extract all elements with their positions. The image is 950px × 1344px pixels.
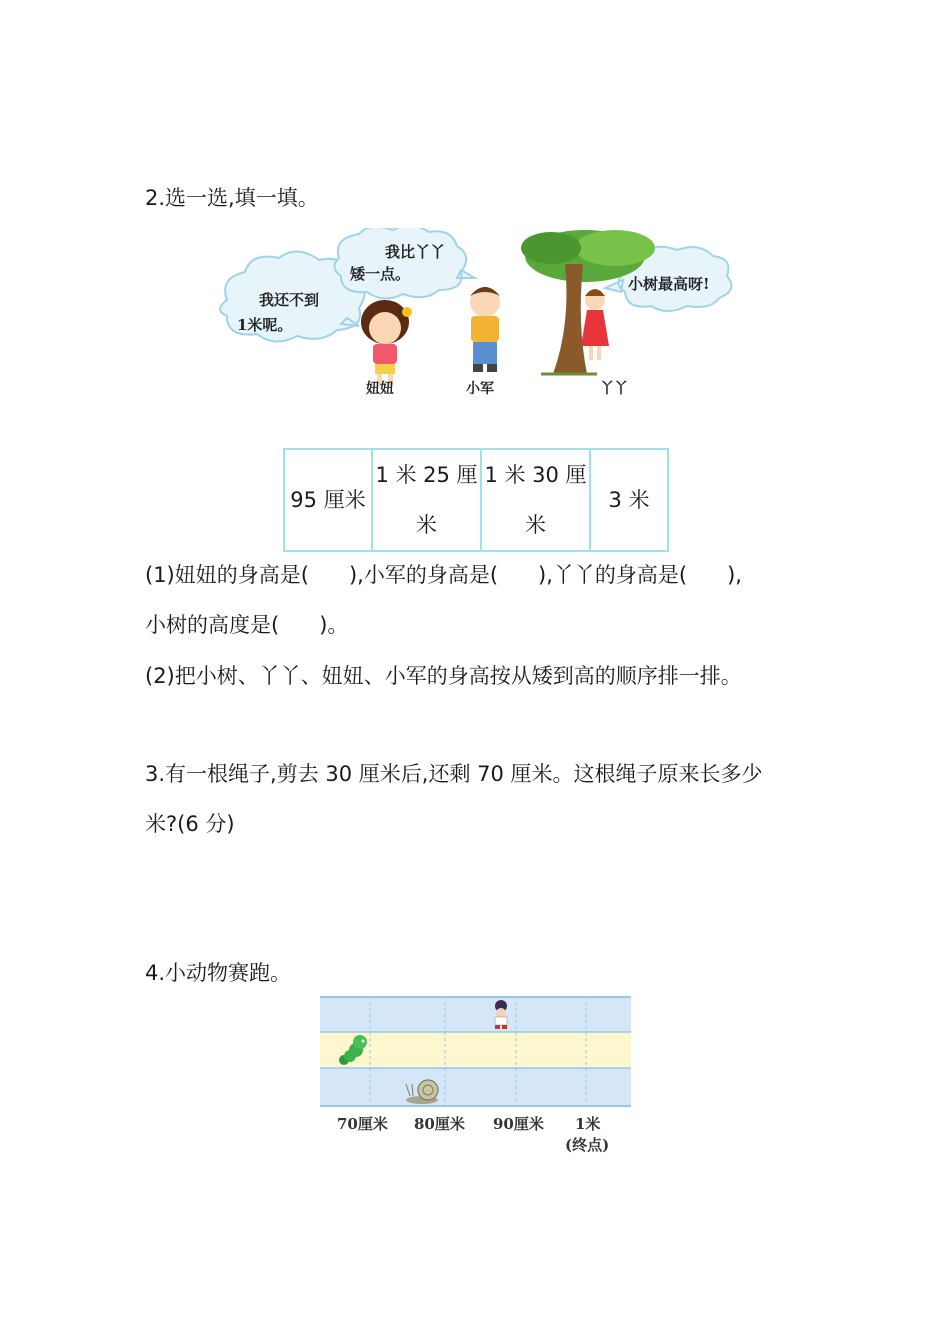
name-yaya: 丫丫 xyxy=(600,381,628,397)
q2-sub1-line2-text-a: 小树的高度是( xyxy=(145,613,280,637)
q2-sub1-text-c: ),丫丫的身高是( xyxy=(538,563,688,587)
option-text: 米 xyxy=(525,513,546,537)
option-cell xyxy=(590,449,668,551)
name-xiaojun: 小军 xyxy=(466,381,494,397)
height-options-table xyxy=(283,448,669,552)
option-cell xyxy=(481,449,590,551)
axis-label-80cm: 80厘米 xyxy=(414,1115,465,1133)
q2-sub2: (2)把小树、丫丫、妞妞、小军的身高按从矮到高的顺序排一排。 xyxy=(145,664,742,688)
niuniu-figure xyxy=(361,300,412,386)
q2-sub1-line1 xyxy=(145,561,742,589)
q2-title: 2.选一选,填一填。 xyxy=(145,186,319,210)
option-text: 1 米 25 厘 xyxy=(375,463,478,487)
option-cell xyxy=(372,449,481,551)
q2-sub1-text-d: ), xyxy=(727,563,742,587)
axis-label-90cm: 90厘米 xyxy=(493,1115,544,1133)
q2-sub1-line2-text-b: )。 xyxy=(319,613,349,637)
xiaojun-figure xyxy=(470,287,500,372)
q2-sub1-text-a: (1)妞妞的身高是( xyxy=(145,563,309,587)
axis-label-finish: (终点) xyxy=(565,1136,610,1154)
yaya-figure xyxy=(581,289,609,360)
yaya-bubble-text: 小树最高呀! xyxy=(628,275,710,293)
q2-illustration xyxy=(215,228,735,403)
race-track xyxy=(320,996,631,1108)
option-cell xyxy=(284,449,372,551)
niuniu-bubble-text-1: 我还不到 xyxy=(259,291,320,309)
option-text: 3 米 xyxy=(608,488,650,512)
lane-top xyxy=(320,997,631,1032)
option-text: 1 米 30 厘 xyxy=(484,463,587,487)
children-and-tree-picture xyxy=(215,228,735,403)
name-niuniu: 妞妞 xyxy=(366,381,394,397)
runner-animal xyxy=(495,1000,507,1029)
option-text: 米 xyxy=(416,513,437,537)
q2-sub1-line2 xyxy=(145,611,348,639)
lane-middle xyxy=(320,1032,631,1068)
lane-bottom xyxy=(320,1068,631,1106)
axis-label-70cm: 70厘米 xyxy=(337,1115,388,1133)
niuniu-bubble-text-2: 1米呢。 xyxy=(237,316,293,334)
option-text: 95 厘米 xyxy=(290,488,366,512)
q4-title: 4.小动物赛跑。 xyxy=(145,961,292,985)
axis-label-1m: 1米 xyxy=(575,1115,601,1133)
xiaojun-bubble-text-1: 我比丫丫 xyxy=(385,243,446,261)
xiaojun-bubble-text-2: 矮一点。 xyxy=(350,265,411,283)
q3-line1: 3.有一根绳子,剪去 30 厘米后,还剩 70 厘米。这根绳子原来长多少 xyxy=(145,762,763,786)
q3-line2: 米?(6 分) xyxy=(145,812,235,836)
q2-sub1-text-b: ),小军的身高是( xyxy=(348,563,499,587)
race-track-picture xyxy=(320,996,631,1108)
